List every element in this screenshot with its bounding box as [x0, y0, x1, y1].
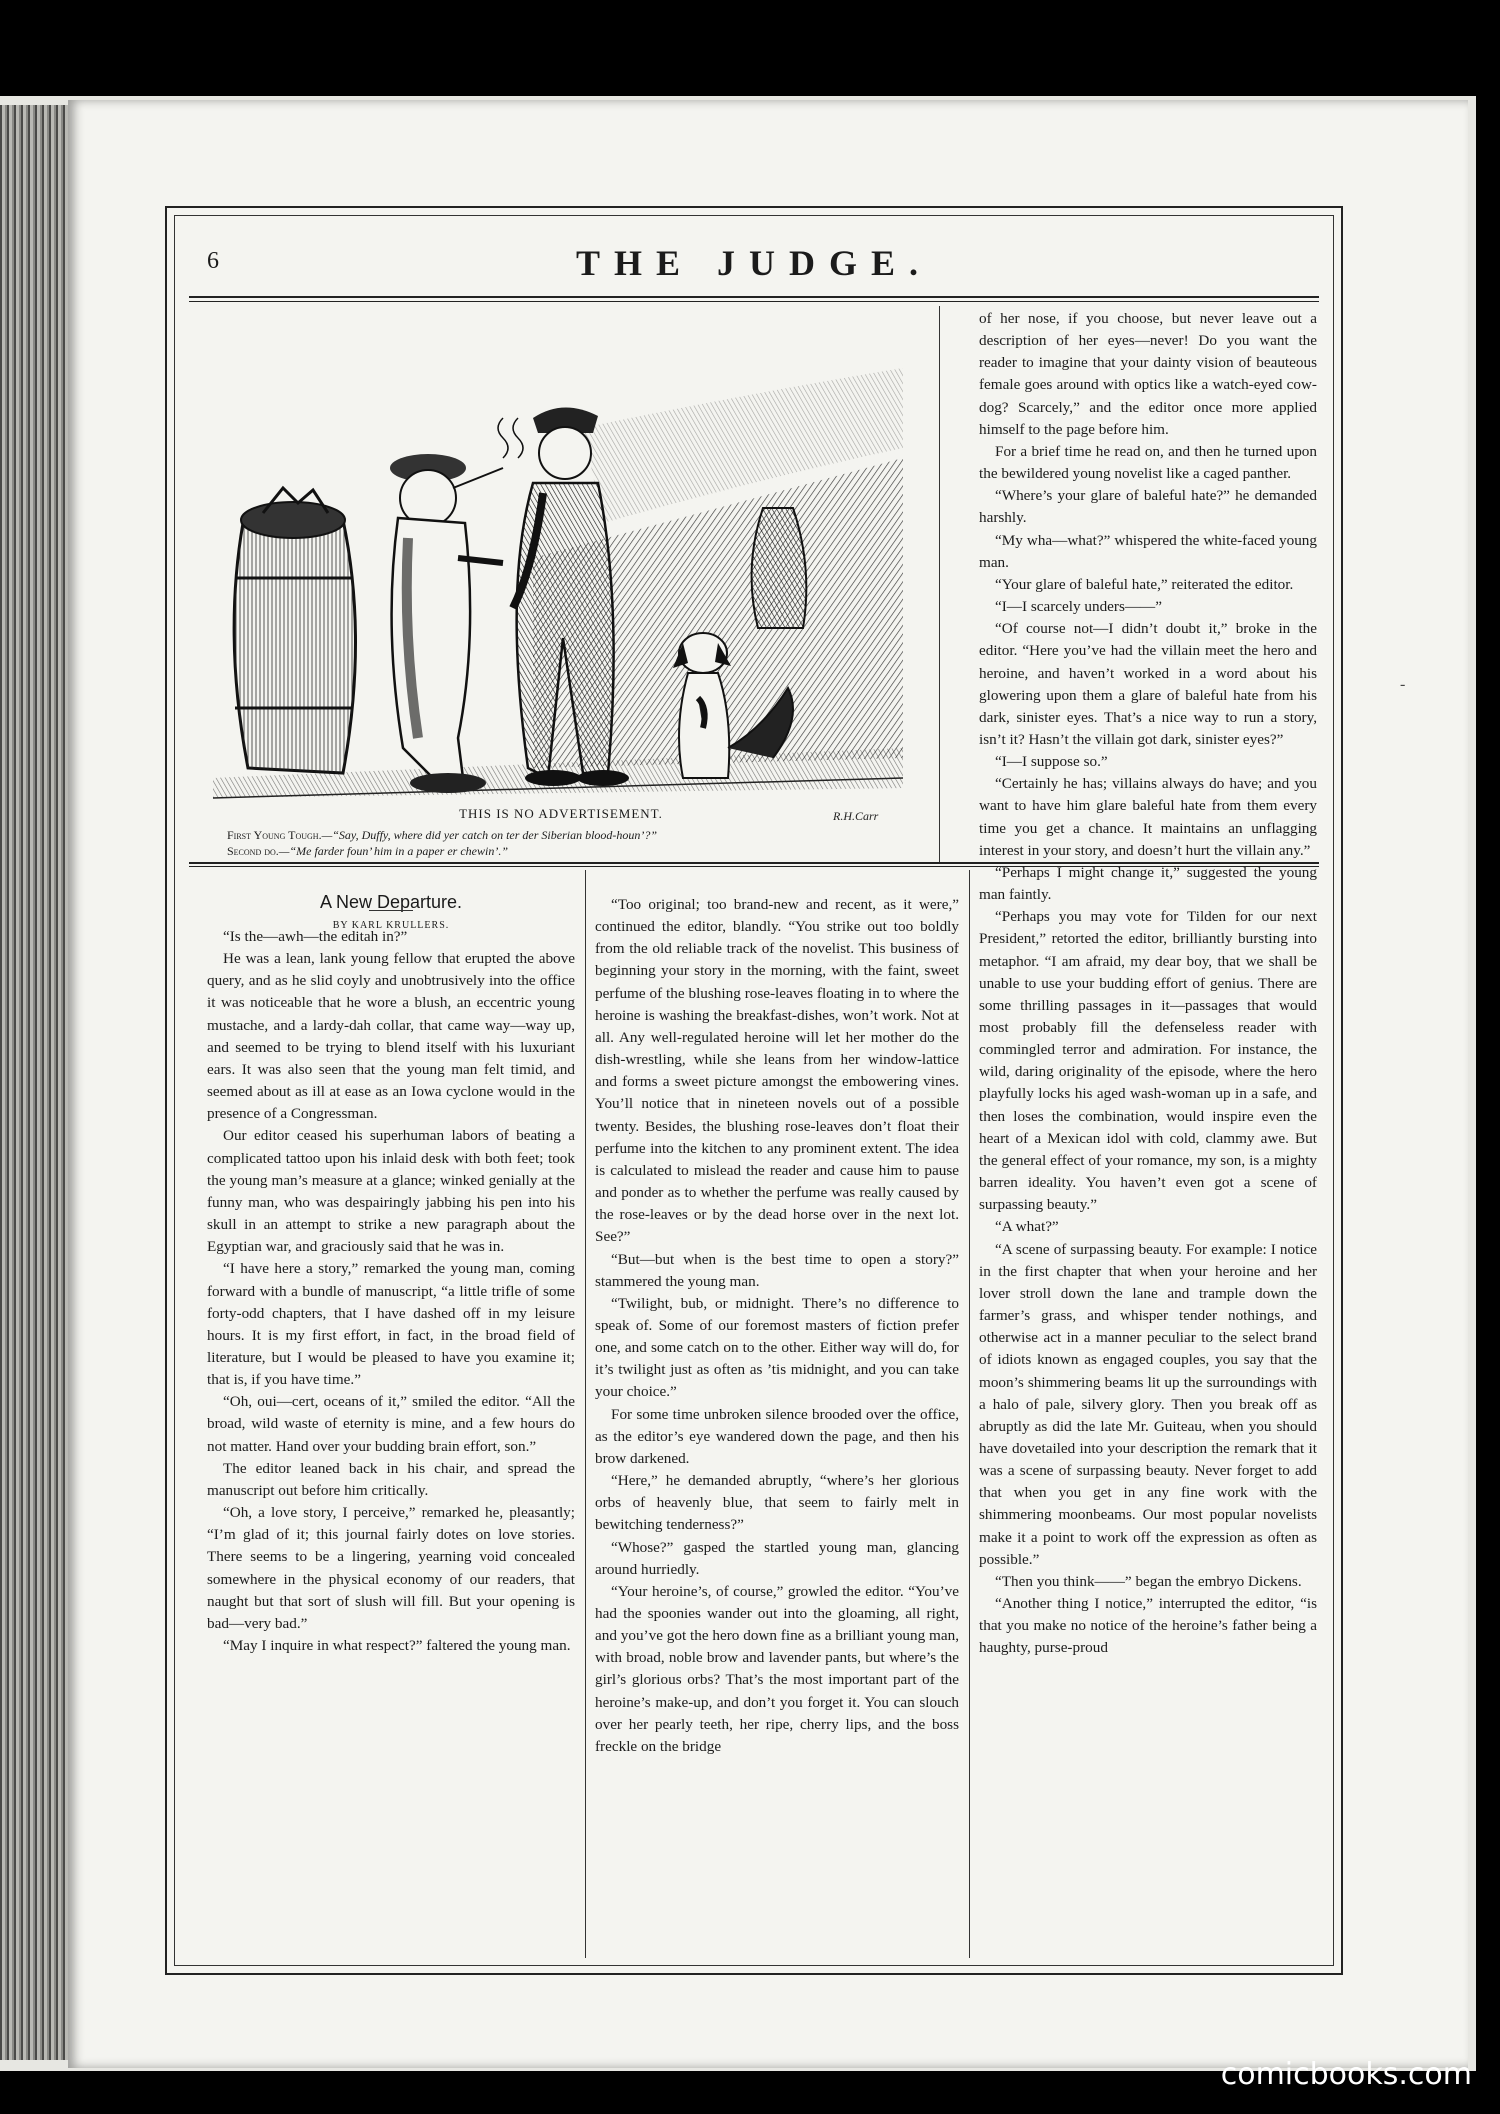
paragraph: “A scene of surpassing beauty. For example: I notice in the first chapter that when your heroine and her lover stroll down the lane and trample down the farmer’s grass, and whisper tender nothings, and otherwise act in a manner peculiar to the select brand of idiots known as engaged couples, you say that the moon’s shimmering beams lit up the surroundings with a halo of pale, silvery glory. Then you break off as abruptly as did the late Mr. Guiteau, when you should have dovetailed into your description the remark that it was a scene of surpassing beauty. Never forget to add that when you get in any fine work with the shimmering moonbeams. Our most popular novelists make it a point to work off the expression as often as possible.”	[979, 1240, 1317, 1568]
cartoon-illustration	[203, 308, 919, 828]
paragraph: “I—I suppose so.”	[995, 753, 1108, 771]
margin-mark: -	[1400, 676, 1406, 693]
paragraph: The editor leaned back in his chair, and spread the manuscript out before him critically.	[207, 1459, 575, 1499]
paragraph: “Perhaps you may vote for Tilden for our next President,” retorted the editor, brilliantly bursting into metaphor. “I am afraid, my dear boy, that we shall be unable to use your budding effort of genius. There are some thrilling passages in it—passages that would most probably fill the defenseless reader with commingled terror and admiration. For instance, the wild, daring originality of the episode, where the hero playfully locks his aged wash-woman up in a safe, and then loses the combination, would inspire even the heart of a Mexican idol with cold, clammy awe. But the general effect of your romance, my son, is a mighty barren ideality. You haven’t even got a scene of surpassing beauty.”	[979, 908, 1317, 1214]
paragraph: “Your glare of baleful hate,” reiterated the editor.	[995, 575, 1294, 593]
article-byline: BY KARL KRULLERS.	[332, 920, 450, 931]
illustration-caption-title: THIS IS NO ADVERTISEMENT.	[459, 806, 663, 821]
illustration-signature: R.H.Carr	[833, 809, 879, 823]
caption-line-2	[227, 844, 508, 859]
paragraph: “Of course not—I didn’t doubt it,” broke in the editor. “Here you’ve had the villain meet the hero and heroine, and haven’t worked in a word about his glowering upon them a glare of baleful hate from his dark, sinister eyes. That’s a nice way to run a story, isn’t it? Hasn’t the villain got dark, sinister eyes?”	[979, 620, 1317, 748]
article-column-2	[595, 894, 959, 1758]
caption-speaker-2: Second do.	[227, 844, 279, 858]
paragraph: “Oh, a love story, I perceive,” remarked he, pleasantly; “I’m glad of it; this journal fairly dotes on love stories. There seems to be a lingering, yearning void concealed somewhere in the physical economy of our readers, that naught but that sort of slush will fill. But your opening is bad—very bad.”	[207, 1504, 575, 1632]
paragraph: “Then you think——” began the embryo Dickens.	[995, 1572, 1302, 1590]
paragraph: For some time unbroken silence brooded over the office, as the editor’s eye wandered down the page, and then his brow darkened.	[595, 1405, 959, 1467]
paragraph: He was a lean, lank young fellow that erupted the above query, and as he slid coyly and unobtrusively into the office it was noticeable that he wore a blush, an eccentric young mustache, and a lardy-dah collar, that came way—way up, and seemed to be trying to blend itself with his luxuriant ears. It was also seen that the young man felt timid, and seemed about as ill at ease as an Iowa cyclone would in the presence of a Congressman.	[207, 950, 575, 1123]
page-number: 6	[207, 248, 219, 274]
page-edges	[0, 105, 72, 2060]
paragraph: “I—I scarcely unders——”	[995, 598, 1162, 616]
paragraph: “Certainly he has; villains always do have; and you want to have him glare baleful hate from them every time you get a chance. It maintains an unflagging interest in your story, and doesn’t hurt the villain any.”	[979, 775, 1317, 859]
caption-text-1: —“Say, Duffy, where did yer catch on ter der Siberian blood-houn’?”	[321, 828, 658, 842]
paragraph: “A what?”	[995, 1218, 1059, 1236]
paragraph: “Whose?” gasped the startled young man, glancing around hurriedly.	[595, 1538, 959, 1578]
paragraph: “My wha—what?” whispered the white-faced young man.	[979, 531, 1317, 571]
masthead-rule-thin	[189, 301, 1319, 302]
paragraph: “Oh, oui—cert, oceans of it,” smiled the editor. “All the broad, wild waste of eternity is mine, and a few hours do not matter. Hand over your budding brain effort, son.”	[207, 1393, 575, 1455]
page-frame	[165, 206, 1343, 1975]
paragraph: “Too original; too brand-new and recent, as it were,” continued the editor, blandly. “You strike out too boldly from the old reliable track of the novelist. This business of beginning your story in the morning, with the faint, sweet perfume of the blushing rose-leaves floating in to where the heroine is washing the breakfast-dishes, won’t work. Not at all. Any well-regulated heroine will let her mother do the dish-wrestling, while she leans from her window-lattice and forms a sweet picture amongst the embowering vines. You’ll notice that in nineteen novels out of a possible twenty. Besides, the blushing rose-leaves don’t float their perfume into the kitchen to any prominent extent. The idea is calculated to mislead the reader and cause him to pause and ponder as to whether the perfume was really caused by the rose-leaves or by the dead horse over in the next lot. See?”	[595, 896, 959, 1246]
caption-line-1	[227, 828, 657, 843]
paragraph: “Here,” he demanded abruptly, “where’s her glorious orbs of heavenly blue, that seem to fairly melt in bewitching tenderness?”	[595, 1472, 959, 1534]
paragraph: “May I inquire in what respect?” faltered the young man.	[223, 1637, 571, 1654]
byline-rule	[369, 910, 413, 911]
column-divider-right	[969, 870, 970, 1958]
paragraph: “But—but when is the best time to open a story?” stammered the young man.	[595, 1250, 959, 1290]
caption-speaker-1: First Young Tough.	[227, 828, 322, 842]
paragraph: of her nose, if you choose, but never leave out a description of her eyes—never! Do you want the reader to imagine that your dainty vision of beauteous female goes around with optics like a watch-eyed cow-dog? Scarcely,” and the editor once more applied himself to the page before him.	[979, 310, 1317, 438]
paragraph: “I have here a story,” remarked the young man, coming forward with a bundle of manuscript, “a little trifle of some forty-odd chapters, that I have dashed off in my leisure hours. It is my first effort, in fact, in the broad field of literature, but I would be pleased to have you examine it; that is, if you have time.”	[207, 1260, 575, 1389]
paragraph: “Where’s your glare of baleful hate?” he demanded harshly.	[979, 487, 1317, 527]
article-title: A New Departure.	[319, 892, 463, 912]
site-watermark: comicbooks.com	[1220, 2057, 1472, 2092]
masthead-title: THE JUDGE.	[575, 243, 933, 283]
paragraph: “Perhaps I might change it,” suggested the young man faintly.	[979, 863, 1317, 904]
article-column-1	[207, 926, 575, 1657]
column-divider-top	[939, 306, 940, 862]
column-divider-left	[585, 870, 586, 1958]
paragraph: Our editor ceased his superhuman labors of beating a complicated tattoo upon his inlaid desk with both feet; took the young man’s measure at a glance; winked genially at the funny man, who was despairingly jabbing his pen into his skull in an attempt to strike a new paragraph about the Egyptian war, and graciously said that he was in.	[207, 1127, 575, 1256]
article-column-3	[979, 308, 1317, 1660]
paragraph: “Your heroine’s, of course,” growled the editor. “You’ve had the spoonies wander out into the gloaming, all right, and you’ve got the hero down fine as a brilliant young man, with broad, noble brow and lavender pants, but where’s the girl’s glorious orbs? That’s the most important part of the heroine’s make-up, and don’t you forget it. You can slouch over her pearly teeth, her ripe, cherry lips, and the boss freckle on the bridge	[595, 1582, 959, 1755]
caption-text-2: —“Me farder foun’ him in a paper er chewin’.”	[278, 844, 509, 858]
paragraph: “Twilight, bub, or midnight. There’s no difference to speak of. Some of our foremost masters of fiction prefer one, and some catch on to the other. Either way will do, for it’s twilight just as often as ’tis midnight, and you can take your choice.”	[595, 1294, 959, 1401]
paragraph: “Another thing I notice,” interrupted the editor, “is that you make no notice of the heroine’s father being a haughty, purse-proud	[979, 1595, 1317, 1657]
masthead-rule	[189, 296, 1319, 298]
paragraph: For a brief time he read on, and then he turned upon the bewildered young novelist like a caged panther.	[979, 442, 1317, 483]
paragraph: “Is the—awh—the editah in?”	[223, 928, 408, 945]
